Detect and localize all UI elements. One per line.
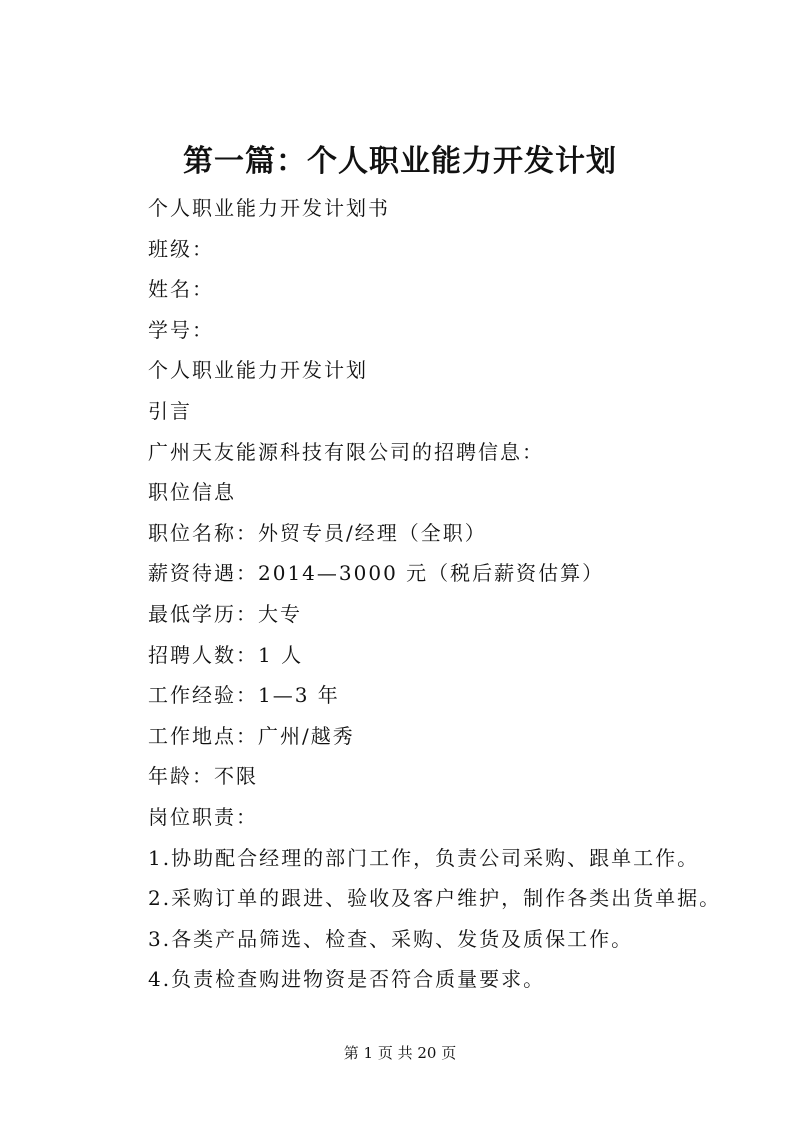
- document-body: [148, 188, 768, 1000]
- body-line: 姓名：: [148, 277, 214, 302]
- body-line: 4.负责检查购进物资是否符合质量要求。: [148, 967, 546, 992]
- page-footer: 第 1 页 共 20 页: [343, 1044, 457, 1062]
- body-line: 招聘人数：1 人: [148, 642, 304, 667]
- body-line: 工作经验：1—3 年: [148, 683, 340, 708]
- body-line: 最低学历：大专: [148, 601, 302, 626]
- body-line: 职位信息: [148, 480, 236, 505]
- body-line: 职位名称：外贸专员/经理（全职）: [148, 520, 487, 545]
- body-line: 薪资待遇：2014—3000 元（税后薪资估算）: [148, 561, 605, 586]
- body-line: 个人职业能力开发计划书: [148, 196, 390, 220]
- body-line: 年龄：不限: [148, 764, 258, 789]
- body-line: 学号：: [148, 317, 214, 342]
- body-line: 个人职业能力开发计划: [148, 358, 368, 383]
- body-line: 引言: [148, 398, 192, 423]
- document-title: 第一篇：个人职业能力开发计划: [183, 144, 617, 179]
- body-line: 工作地点：广州/越秀: [148, 723, 355, 748]
- body-line: 班级：: [148, 236, 214, 261]
- body-line: 岗位职责：: [148, 804, 258, 829]
- body-line: 2.采购订单的跟进、验收及客户维护，制作各类出货单据。: [148, 886, 722, 911]
- body-line: 广州天友能源科技有限公司的招聘信息：: [148, 439, 544, 464]
- body-line: 3.各类产品筛选、检查、采购、发货及质保工作。: [148, 926, 634, 951]
- body-line: 1.协助配合经理的部门工作，负责公司采购、跟单工作。: [148, 845, 700, 870]
